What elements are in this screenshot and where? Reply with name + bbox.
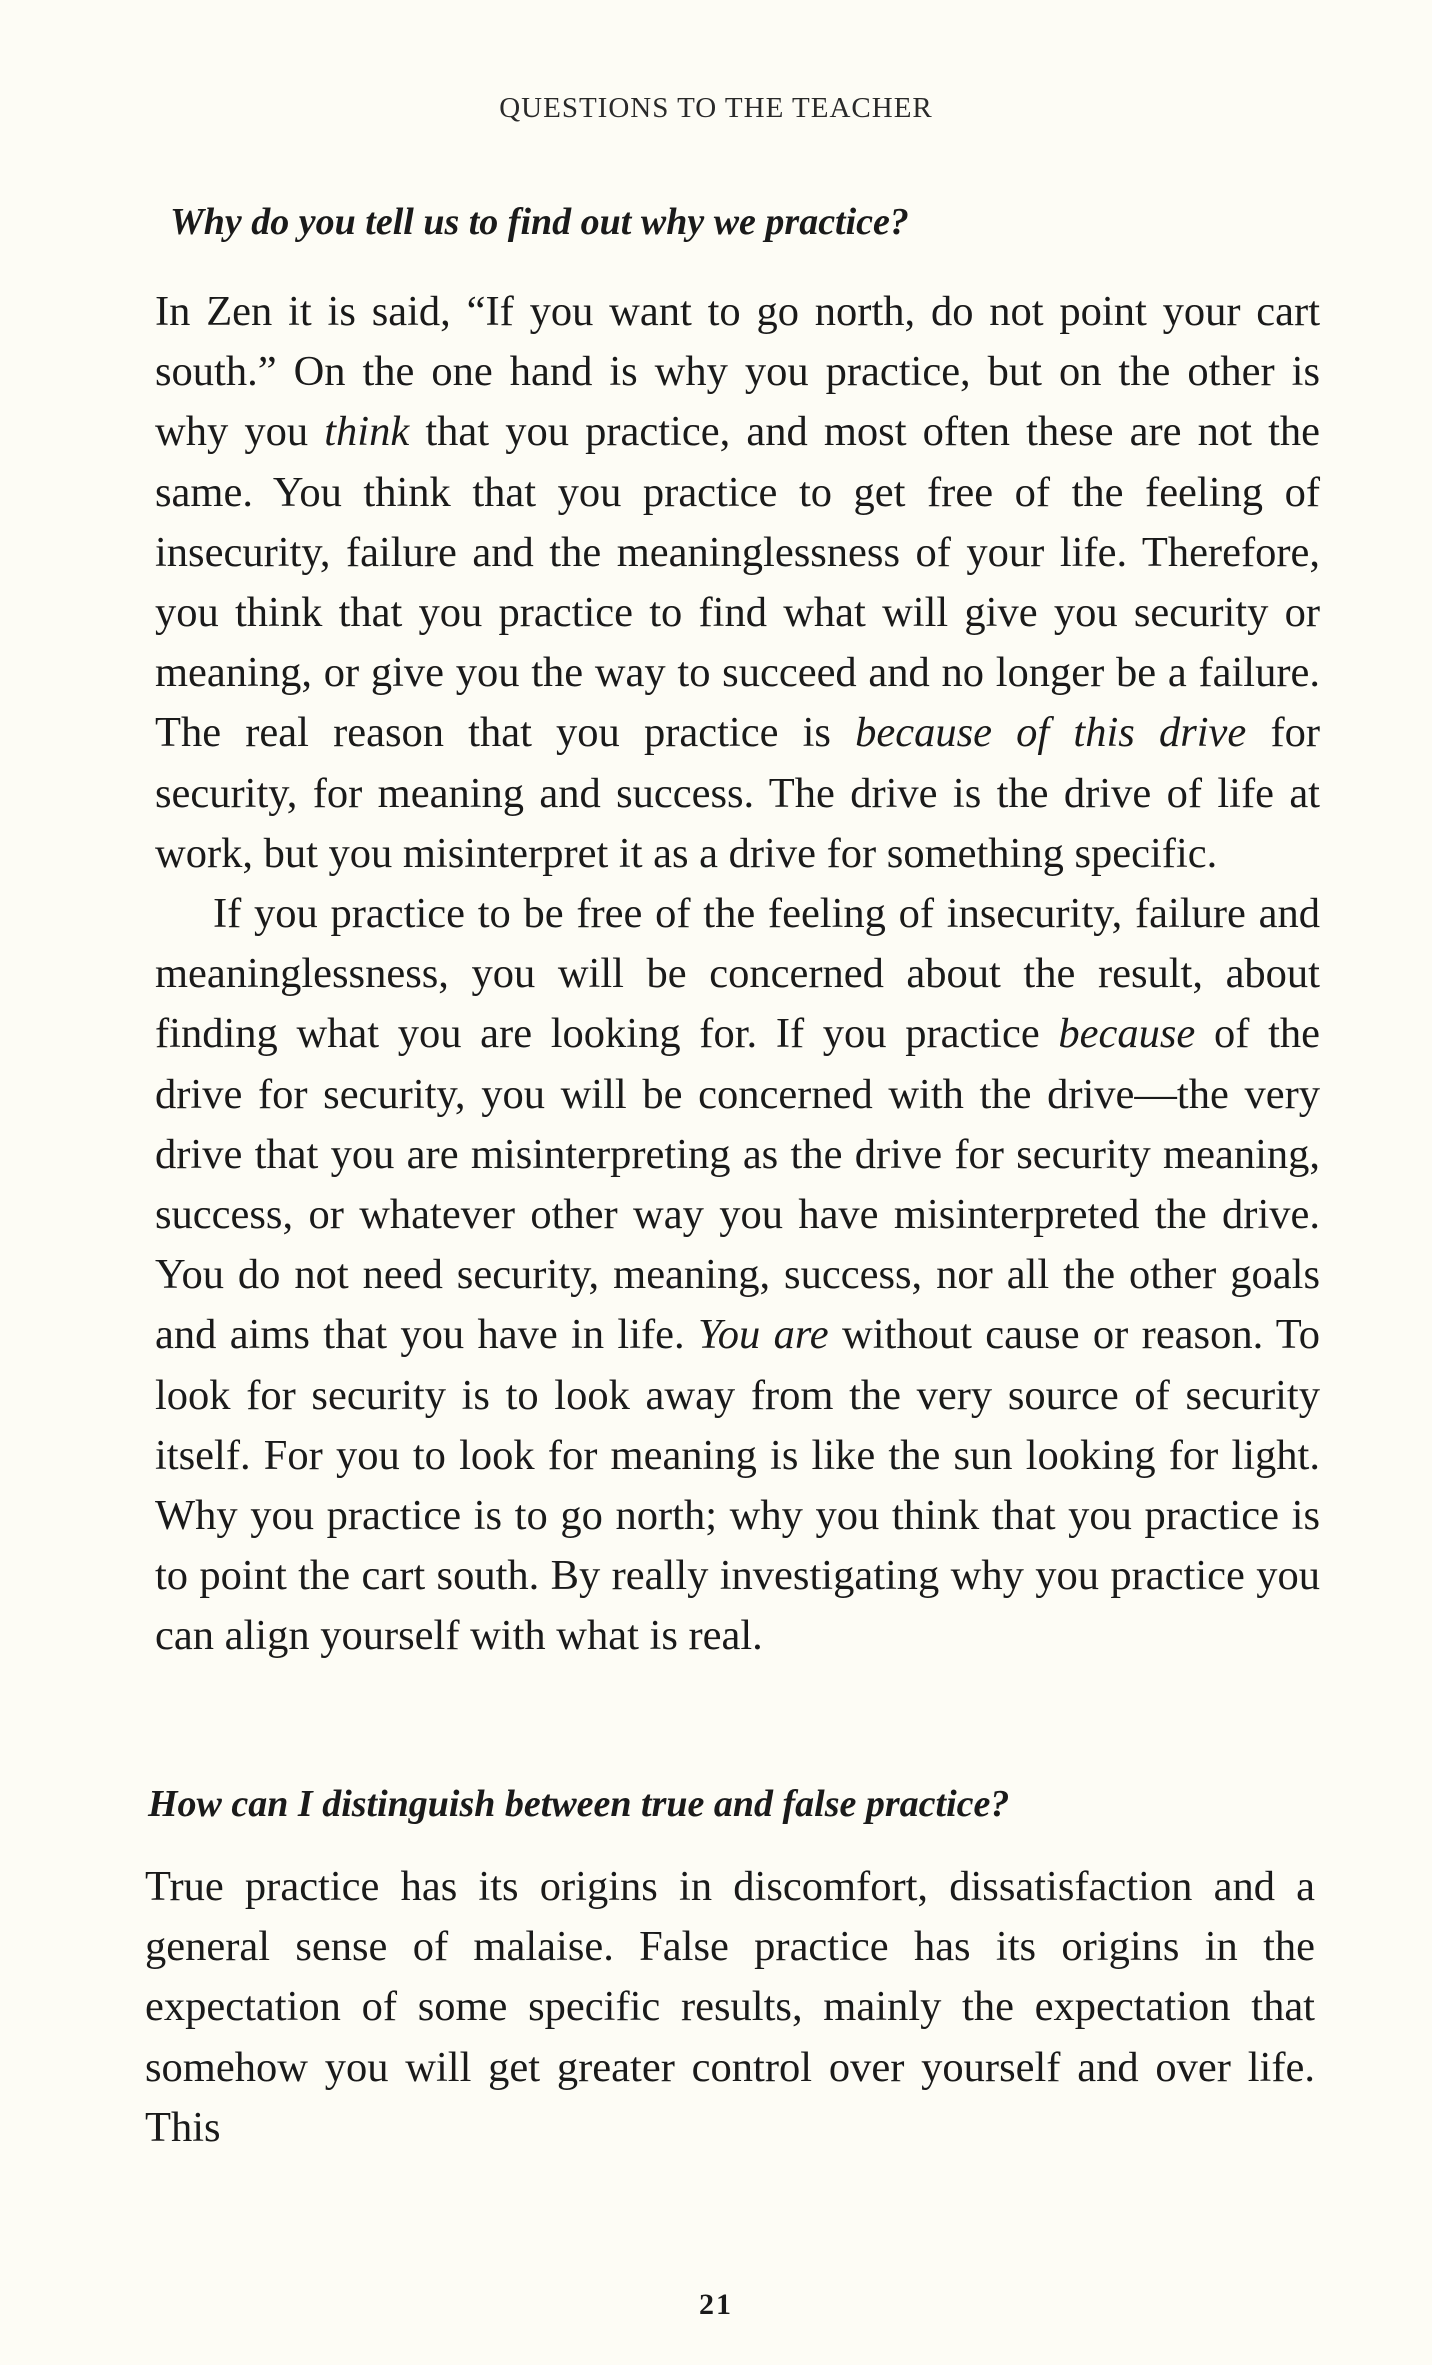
page-number: 21 [699, 2288, 733, 2321]
emphasis: because [1058, 1010, 1196, 1058]
text-run: If you practice to be free of the feeling of insecurity, failure and meaninglessness, you will be concerned about the result, about finding what you are looking for. If you practice [155, 890, 1320, 1058]
text-run: of the drive for security, you will be concerned with the drive—the very drive that you are misinterpreting as the drive for security meaning, success, or whatever other way you have misinterpreted the drive. You do not need security, meaning, success, nor all the other goals and aims that you have in life. [155, 1010, 1320, 1359]
text-run: without cause or reason. To look for security is to look away from the very source of security itself. For you to look for meaning is like the sun looking for light. Why you practice is to go north; why you think that you practice is to point the cart south. By really investigating why you practice you can align yourself with what is real. [155, 1311, 1321, 1660]
emphasis: You are [698, 1311, 829, 1359]
emphasis: because of this drive [855, 709, 1247, 757]
text-run: that you practice, and most often these are not the same. You think that you practice to get free of the feeling of insecurity, failure and the meaninglessness of your life. Therefore, you think that you practice to find what will give you security or meaning, or give you the way to succeed and no longer be a failure. The real reason that you practice is [155, 408, 1320, 757]
emphasis: think [324, 408, 410, 456]
text-run: for security, for meaning and success. The drive is the drive of life at work, but you misinterpret it as a drive for something specific. [155, 709, 1320, 877]
answer-body [145, 1857, 1315, 2158]
answer-paragraph [155, 282, 1320, 884]
question-heading: Why do you tell us to find out why we practice? [170, 201, 909, 243]
running-head: QUESTIONS TO THE TEACHER [499, 92, 933, 124]
answer-paragraph [155, 884, 1320, 1667]
question-heading: How can I distinguish between true and false practice? [148, 1783, 1010, 1825]
answer-paragraph: True practice has its origins in discomfort, dissatisfaction and a general sense of malaise. False practice has its origins in the expectation of some specific results, mainly the expectation that somehow you will get greater control over yourself and over life. This [145, 1863, 1315, 2151]
answer-body [155, 282, 1320, 1667]
text-run: In Zen it is said, “If you want to go north, do not point your cart south.” On the one hand is why you practice, but on the other is why you [155, 288, 1320, 456]
